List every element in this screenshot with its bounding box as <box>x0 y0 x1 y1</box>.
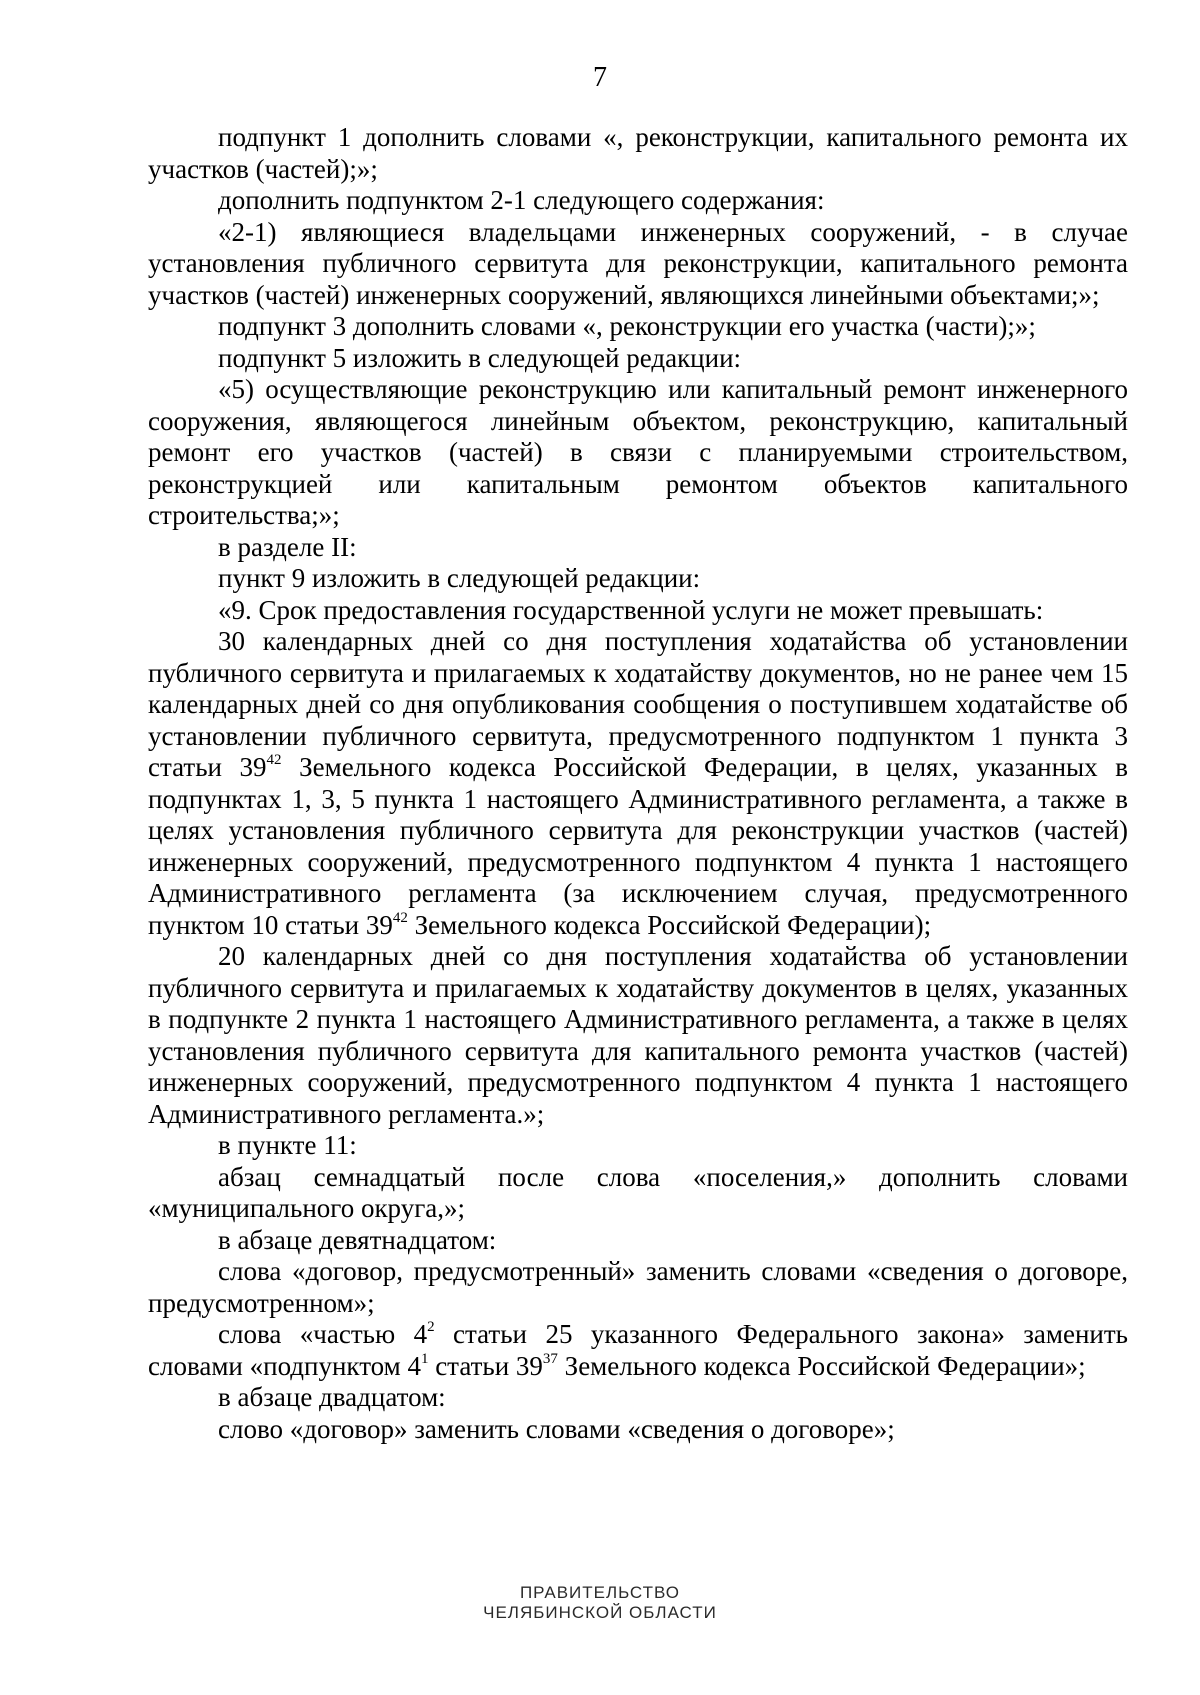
superscript: 42 <box>266 752 282 768</box>
paragraph: абзац семнадцатый после слова «поселения,» дополнить словами «муниципального округа,»; <box>148 1161 1128 1223</box>
paragraph-part: Земельного кодекса Российской Федерации»; <box>557 1350 1086 1381</box>
paragraph: 20 календарных дней со дня поступления ходатайства об установлении публичного сервитута и прилагаемых к ходатайству документов в целях, указанных в подпункте 2 пункта 1 настоящего Административного регламента, а также в целях установления публичного сервитута для капитального ремонта участков (частей) инженерных сооружений, предусмотренного подпунктом 4 пункта 1 настоящего Административного регламента.»; <box>148 941 1128 1129</box>
paragraph: в пункте 11: <box>218 1130 357 1160</box>
paragraph: «9. Срок предоставления государственной услуги не может превышать: <box>218 594 1044 625</box>
paragraph: дополнить подпунктом 2-1 следующего содержания: <box>218 185 825 215</box>
paragraph: в абзаце двадцатом: <box>218 1382 446 1412</box>
paragraph-part: статьи 25 указанного Федерального закона» заменить словами «подпунктом 4 <box>148 1319 1128 1381</box>
paragraph: подпункт 5 изложить в следующей редакции: <box>218 342 742 373</box>
paragraph: в абзаце девятнадцатом: <box>218 1224 497 1255</box>
paragraph: «5) осуществляющие реконструкцию или капитальный ремонт инженерного сооружения, являющегося линейным объектом, реконструкцию, капитальный ремонт его участков (частей) в связи с планируемыми строительством, реконструкцией или капитальным ремонтом объектов капитального строительства;»; <box>148 374 1128 530</box>
paragraph: пункт 9 изложить в следующей редакции: <box>218 563 701 593</box>
paragraph-part: статьи 39 <box>428 1350 543 1381</box>
paragraph: слово «договор» заменить словами «сведения о договоре»; <box>218 1413 895 1444</box>
paragraph-part: Земельного кодекса Российской Федерации, в целях, указанных в подпунктах 1, 3, 5 пункта 1 настоящего Административного регламента, а также в целях установления публичного сервитута для реконструкции участков (частей) инженерных сооружений, предусмотренного подпунктом 4 пункта 1 настоящего Административного регламента (за исключением случая, предусмотренного пунктом 10 статьи 39 <box>148 752 1128 940</box>
superscript: 2 <box>427 1319 435 1335</box>
stamp-line: ПРАВИТЕЛЬСТВО <box>519 1583 681 1602</box>
paragraph: в разделе II: <box>218 531 357 562</box>
paragraph <box>148 626 1128 941</box>
document-body <box>148 122 1128 1445</box>
superscript: 1 <box>420 1350 429 1367</box>
stamp-line: ЧЕЛЯБИНСКОЙ ОБЛАСТИ <box>483 1603 717 1622</box>
paragraph-part: 30 календарных дней со дня поступления ходатайства об установлении публичного сервитута и прилагаемых к ходатайству документов, но не ранее чем 15 календарных дней со дня опубликования сообщения о поступившем ходатайстве об установлении публичного сервитута, предусмотренного подпунктом 1 пункта 3 статьи 39 <box>148 626 1128 782</box>
paragraph: подпункт 3 дополнить словами «, реконструкции его участка (части);»; <box>218 311 1036 341</box>
paragraph-part: Земельного кодекса Российской Федерации); <box>407 909 932 940</box>
page-number: 7 <box>593 62 607 93</box>
superscript: 37 <box>542 1350 558 1367</box>
government-stamp <box>0 1583 1200 1623</box>
paragraph-part: слова «частью 4 <box>218 1319 428 1349</box>
superscript: 42 <box>392 909 408 926</box>
paragraph: слова «договор, предусмотренный» заменить словами «сведения о договоре, предусмотренном»; <box>148 1256 1128 1318</box>
paragraph <box>148 1319 1128 1382</box>
paragraph: «2-1) являющиеся владельцами инженерных сооружений, - в случае установления публичного сервитута для реконструкции, капитального ремонта участков (частей) инженерных сооружений, являющихся линейными объектами;»; <box>148 216 1128 310</box>
paragraph: подпункт 1 дополнить словами «, реконструкции, капитального ремонта их участков (частей);»; <box>148 122 1128 184</box>
